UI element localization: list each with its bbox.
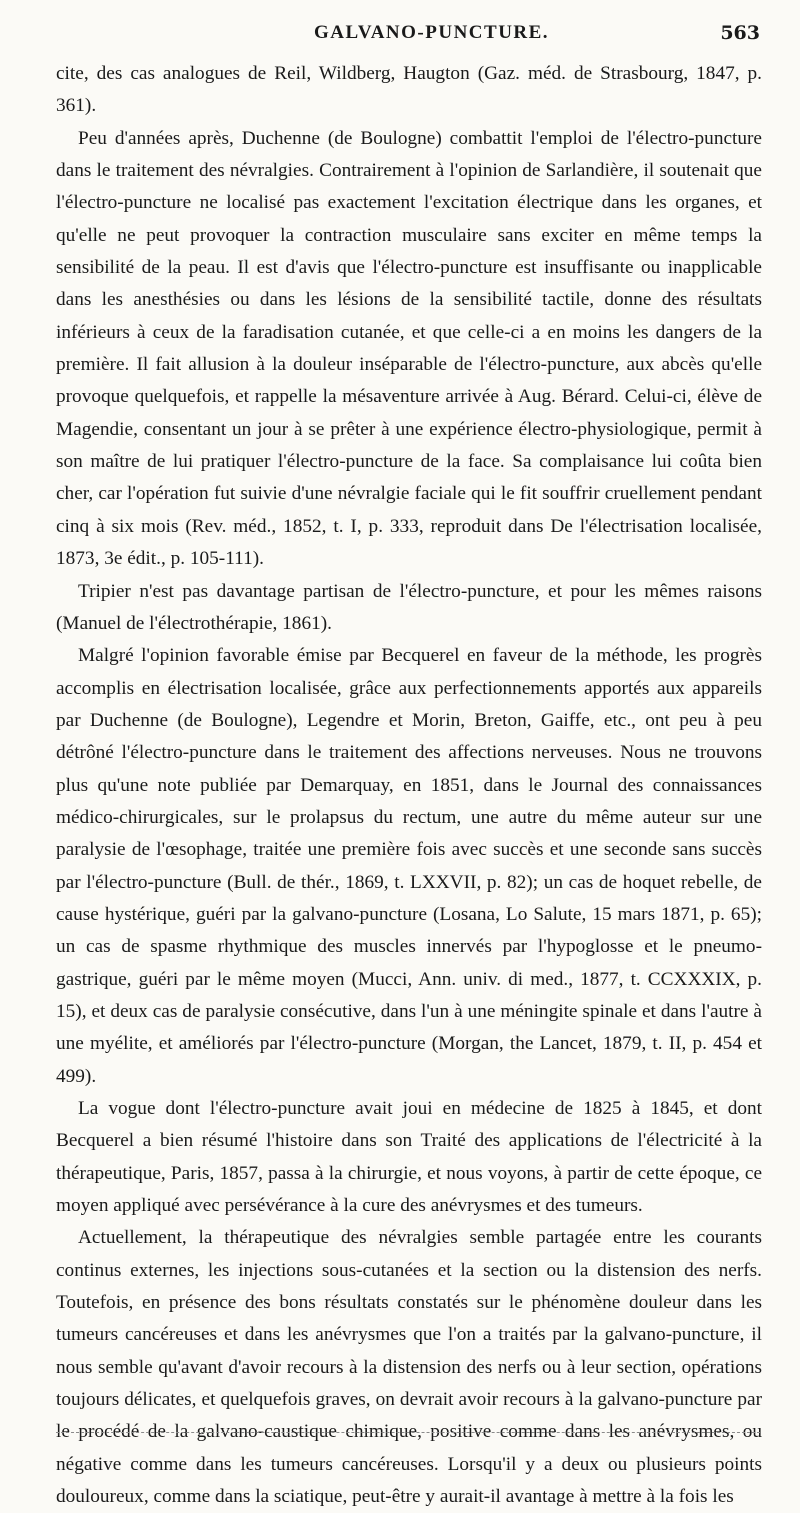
paragraph-duchenne: Peu d'années après, Duchenne (de Boulogne) combattit l'emploi de l'électro-puncture dans le traitement des névralgies. Contrairement à l'opinion de Sarlandière, il soutenait que l'électro-puncture ne localisé pas exactement l'excitation électrique dans les organes, et qu'elle ne peut provoquer la contraction musculaire sans exciter en même temps la sensibilité de la peau. Il est d'avis que l'électro-puncture est insuffisante ou inapplicable dans les anesthésies ou dans les lésions de la sensibilité tactile, donne des résultats inférieurs à ceux de la faradisation cutanée, et que celle-ci a en moins les dangers de la première. Il fait allusion à la douleur inséparable de l'électro-puncture, aux abcès qu'elle provoque quelquefois, et rappelle la mésaventure arrivée à Aug. Bérard. Celui-ci, élève de Magendie, consentant un jour à se prêter à une expérience électro-physiologique, permit à son maître de lui pratiquer l'électro-puncture de la face. Sa complaisance lui coûta bien cher, car l'opération fut suivie d'une névralgie faciale qui le fit souffrir cruellement pendant cinq à six mois (Rev. méd., 1852, t. I, p. 333, reproduit dans De l'électrisation localisée, 1873, 3e édit., p. 105-111). <box>56 127 762 570</box>
paragraph-vogue: La vogue dont l'électro-puncture avait joui en médecine de 1825 à 1845, et dont Becquerel a bien résumé l'histoire dans son Traité des applications de l'électricité à la thérapeutique, Paris, 1857, passa à la chirurgie, et nous voyons, à partir de cette époque, ce moyen appliqué avec persévérance à la cure des anévrysmes et des tumeurs. <box>56 1098 762 1217</box>
paragraph-citation: cite, des cas analogues de Reil, Wildberg, Haugton (Gaz. méd. de Strasbourg, 1847, p. 361). <box>56 63 762 117</box>
paragraph-tripier: Tripier n'est pas davantage partisan de l'électro-puncture, et pour les mêmes raisons (Manuel de l'électrothérapie, 1861). <box>56 580 762 634</box>
bottom-rule <box>56 1432 760 1433</box>
body-text <box>56 58 762 1513</box>
running-title: GALVANO-PUNCTURE. <box>314 22 550 43</box>
paragraph-becquerel: Malgré l'opinion favorable émise par Becquerel en faveur de la méthode, les progrès accomplis en électrisation localisée, grâce aux perfectionnements apportés aux appareils par Duchenne (de Boulogne), Legendre et Morin, Breton, Gaiffe, etc., ont peu à peu détrôné l'électro-puncture dans le traitement des affections nerveuses. Nous ne trouvons plus qu'une note publiée par Demarquay, en 1851, dans le Journal des connaissances médico-chirurgicales, sur le prolapsus du rectum, une autre du même auteur sur une paralysie de l'œsophage, traitée une première fois avec succès et une seconde sans succès par l'électro-puncture (Bull. de thér., 1869, t. LXXVII, p. 82); un cas de hoquet rebelle, de cause hystérique, guéri par la galvano-puncture (Losana, Lo Salute, 15 mars 1871, p. 65); un cas de spasme rhythmique des muscles innervés par l'hypoglosse et le pneumo-gastrique, guéri par le même moyen (Mucci, Ann. univ. di med., 1877, t. CCXXXIX, p. 15), et deux cas de paralysie consécutive, dans l'un à une méningite spinale et dans l'autre à une myélite, et améliorés par l'électro-puncture (Morgan, the Lancet, 1879, t. II, p. 454 et 499). <box>56 645 762 1087</box>
page-number: 563 <box>720 22 760 44</box>
paragraph-actuellement: Actuellement, la thérapeutique des névralgies semble partagée entre les courants continus externes, les injections sous-cutanées et la section ou la distension des nerfs. Toutefois, en présence des bons résultats constatés sur le phénomène douleur dans les tumeurs cancéreuses et dans les anévrysmes que l'on a traités par la galvano-puncture, il nous semble qu'avant d'avoir recours à la distension des nerfs ou à leur section, opérations toujours délicates, et quelquefois graves, on devrait avoir recours à la galvano-puncture par le procédé de la galvano-caustique chimique, positive comme dans les anévrysmes, ou négative comme dans les tumeurs cancéreuses. Lorsqu'il y a deux ou plusieurs points douloureux, comme dans la sciatique, peut-être y aurait-il avantage à mettre à la fois les <box>56 1227 762 1508</box>
running-head <box>56 22 760 52</box>
